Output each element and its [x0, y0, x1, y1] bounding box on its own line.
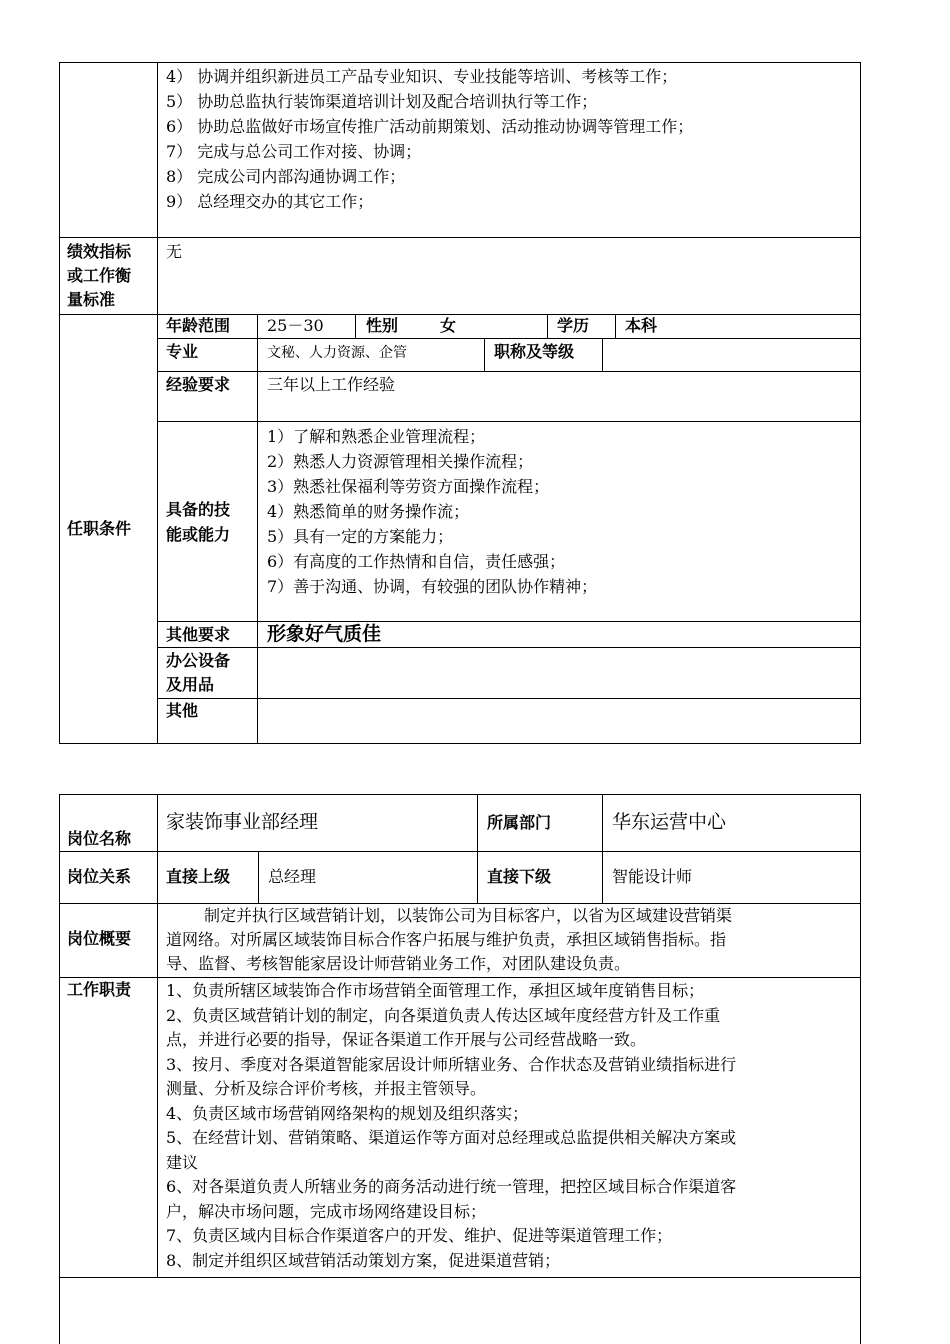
duty-item: 8、制定并组织区域营销活动策划方案，促进渠道营销；	[166, 1250, 561, 1270]
skill-item: 1）了解和熟悉企业管理流程；	[267, 427, 486, 446]
skill-item: 4）熟悉简单的财务操作流；	[267, 502, 470, 521]
post-name-label: 岗位名称	[67, 829, 132, 848]
duty-item: 建议	[166, 1152, 199, 1172]
age-range-value: 25－30	[267, 316, 324, 335]
skill-item: 6）有高度的工作热情和自信，责任感强；	[267, 552, 566, 571]
direct-superior-label: 直接上级	[166, 867, 231, 886]
major-value: 文秘、人力资源、企管	[267, 345, 407, 361]
duty-item: 5） 协助总监执行装饰渠道培训计划及配合培训执行等工作；	[166, 92, 598, 111]
duty-item: 7） 完成与总公司工作对接、协调；	[166, 142, 422, 161]
gender-value: 女	[440, 316, 457, 335]
age-range-label: 年龄范围	[166, 316, 231, 335]
duty-item: 1、负责所辖区域装饰合作市场营销全面管理工作，承担区域年度销售目标；	[166, 981, 705, 1000]
duty-item: 8） 完成公司内部沟通协调工作；	[166, 167, 406, 186]
duties-list	[166, 979, 736, 1273]
duty-item: 9） 总经理交办的其它工作；	[166, 192, 374, 211]
qualifications-label: 任职条件	[67, 519, 132, 538]
skill-item: 7）善于沟通、协调，有较强的团队协作精神；	[267, 577, 598, 596]
direct-superior-value: 总经理	[268, 867, 317, 886]
skill-item: 5）具有一定的方案能力；	[267, 527, 454, 546]
professional-title-label: 职称及等级	[494, 342, 575, 361]
experience-label: 经验要求	[166, 375, 231, 394]
other-requirements-label: 其他要求	[166, 625, 231, 644]
skill-item: 2）熟悉人力资源管理相关操作流程；	[267, 452, 534, 471]
post-summary-label: 岗位概要	[67, 929, 132, 948]
education-value: 本科	[625, 316, 658, 335]
duty-item: 点，并进行必要的指导，保证各渠道工作开展与公司经营战略一致。	[166, 1030, 647, 1049]
post-name-value: 家装饰事业部经理	[166, 811, 319, 833]
direct-subordinate-label: 直接下级	[487, 867, 552, 886]
duty-item: 4、负责区域市场营销网络架构的规划及组织落实；	[166, 1103, 529, 1123]
other-requirements-value: 形象好气质佳	[267, 623, 382, 645]
major-label: 专业	[166, 342, 199, 361]
department-label: 所属部门	[487, 813, 552, 832]
skills-label: 具备的技 能或能力	[166, 500, 231, 544]
duty-item: 6） 协助总监做好市场宣传推广活动前期策划、活动推动协调等管理工作；	[166, 117, 694, 136]
duty-item: 5、在经营计划、营销策略、渠道运作等方面对总经理或总监提供相关解决方案或	[166, 1128, 737, 1147]
gender-label: 性别	[366, 316, 399, 335]
duty-item: 7、负责区域内目标合作渠道客户的开发、维护、促进等渠道管理工作；	[166, 1226, 673, 1245]
duty-item: 6、对各渠道负责人所辖业务的商务活动进行统一管理，把控区域目标合作渠道客	[166, 1177, 737, 1196]
direct-subordinate-value: 智能设计师	[612, 867, 693, 886]
post-relation-label: 岗位关系	[67, 867, 132, 886]
duties-continued-list	[166, 64, 693, 214]
post-summary-text: 制定并执行区域营销计划，以装饰公司为目标客户，以省为区域建设营销渠 道网络。对所属区域装饰目标合作客户拓展与维护负责，承担区域销售指标。指 导、监督、考核智能家居设计师营销业务工作，对团队建设负责。	[166, 906, 733, 973]
skills-list	[267, 424, 597, 599]
skill-item: 3）熟悉社保福利等劳资方面操作流程；	[267, 477, 550, 496]
duty-item: 户，解决市场问题，完成市场网络建设目标；	[166, 1201, 487, 1221]
duty-item: 2、负责区域营销计划的制定，向各渠道负责人传达区域年度经营方针及工作重	[166, 1005, 721, 1025]
duty-item: 4） 协调并组织新进员工产品专业知识、专业技能等培训、考核等工作；	[166, 67, 678, 86]
education-label: 学历	[557, 316, 590, 335]
misc-label: 其他	[166, 701, 199, 720]
duties-label: 工作职责	[67, 980, 132, 999]
department-value: 华东运营中心	[612, 811, 727, 833]
duty-item: 3、按月、季度对各渠道智能家居设计师所辖业务、合作状态及营销业绩指标进行	[166, 1054, 737, 1074]
experience-value: 三年以上工作经验	[267, 375, 396, 394]
performance-label: 绩效指标 或工作衡 量标准	[67, 242, 132, 309]
office-equipment-label: 办公设备 及用品	[166, 651, 231, 694]
performance-value: 无	[166, 242, 183, 261]
job-description-table	[0, 780, 950, 1344]
duty-item: 测量、分析及综合评价考核，并报主管领导。	[166, 1079, 487, 1098]
